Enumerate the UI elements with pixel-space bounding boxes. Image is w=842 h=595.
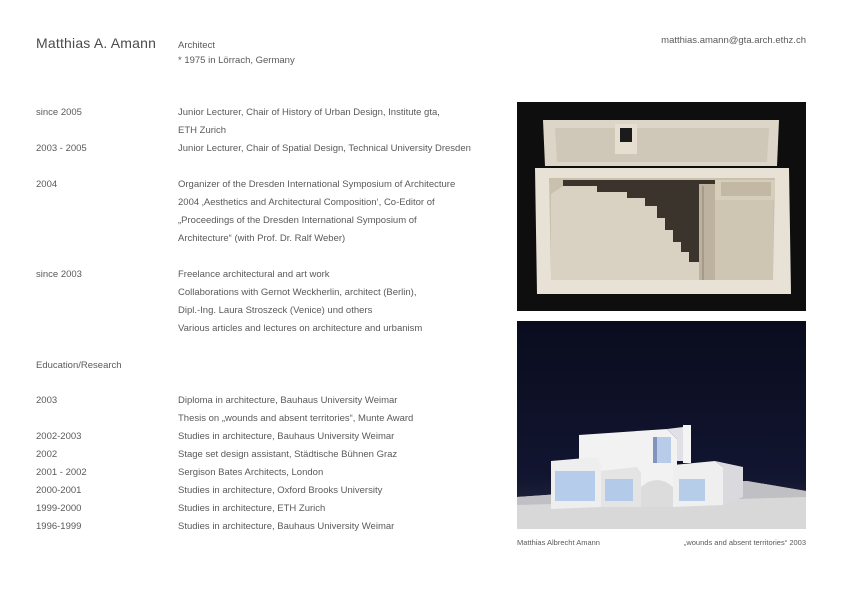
entry-date: 2003	[36, 395, 58, 406]
entry-description: Studies in architecture, Oxford Brooks University	[178, 485, 383, 496]
caption-author: Matthias Albrecht Amann	[517, 538, 600, 547]
entry-line: „Proceedings of the Dresden International Symposium of	[178, 215, 417, 226]
entry-description: Studies in architecture, Bauhaus University Weimar	[178, 521, 395, 532]
model-top-view-drawing	[517, 102, 806, 311]
cv-entry	[36, 140, 506, 158]
entry-date: 2002-2003	[36, 431, 82, 442]
cv-entry	[36, 392, 506, 428]
birth-info: * 1975 in Lörrach, Germany	[178, 55, 295, 66]
entry-description: Studies in architecture, ETH Zurich	[178, 503, 326, 514]
subtitle	[178, 38, 295, 68]
profession: Architect	[178, 40, 215, 51]
person-name: Matthias A. Amann	[36, 35, 157, 51]
entry-date: since 2003	[36, 269, 82, 280]
entry-description	[178, 140, 508, 158]
entry-description	[178, 176, 508, 248]
entry-date: 2004	[36, 179, 58, 190]
entry-line: 2004 ‚Aesthetics and Architectural Composition‘, Co-Editor of	[178, 197, 435, 208]
entry-description: Stage set design assistant, Städtische Bühnen Graz	[178, 449, 398, 460]
cv-entry	[36, 176, 506, 248]
entry-line: Various articles and lectures on architecture and urbanism	[178, 323, 423, 334]
entry-date: 1999-2000	[36, 503, 82, 514]
entry-description	[178, 104, 508, 140]
entry-line: Junior Lecturer, Chair of Spatial Design, Technical University Dresden	[178, 143, 471, 154]
entry-description	[178, 266, 508, 338]
entry-date: 2001 - 2002	[36, 467, 87, 478]
cv-entry	[36, 266, 506, 338]
entry-line: Dipl.-Ing. Laura Stroszeck (Venice) und others	[178, 305, 373, 316]
section-heading-education: Education/Research	[36, 360, 122, 371]
caption-work: „wounds and absent territories“ 2003	[683, 538, 806, 547]
entry-line: Freelance architectural and art work	[178, 269, 330, 280]
entry-description: Sergison Bates Architects, London	[178, 467, 324, 478]
model-perspective-drawing	[517, 321, 806, 529]
model-photo-perspective	[517, 321, 806, 529]
entry-line: Architecture“ (with Prof. Dr. Ralf Weber)	[178, 233, 346, 244]
entry-line: Collaborations with Gernot Weckherlin, architect (Berlin),	[178, 287, 417, 298]
entry-line: Diploma in architecture, Bauhaus University Weimar	[178, 395, 398, 406]
entry-description	[178, 392, 508, 428]
entry-date: 2000-2001	[36, 485, 82, 496]
entry-line: Junior Lecturer, Chair of History of Urban Design, Institute gta,	[178, 107, 440, 118]
entry-date: 2002	[36, 449, 58, 460]
entry-date: since 2005	[36, 107, 82, 118]
cv-entry	[36, 104, 506, 140]
entry-date: 2003 - 2005	[36, 143, 87, 154]
entry-description: Studies in architecture, Bauhaus University Weimar	[178, 431, 395, 442]
email-link[interactable]: matthias.amann@gta.arch.ethz.ch	[661, 35, 806, 46]
entry-line: Organizer of the Dresden International Symposium of Architecture	[178, 179, 456, 190]
model-photo-top-view	[517, 102, 806, 311]
entry-date: 1996-1999	[36, 521, 82, 532]
entry-line: ETH Zurich	[178, 125, 227, 136]
entry-line: Thesis on „wounds and absent territories“, Munte Award	[178, 413, 414, 424]
